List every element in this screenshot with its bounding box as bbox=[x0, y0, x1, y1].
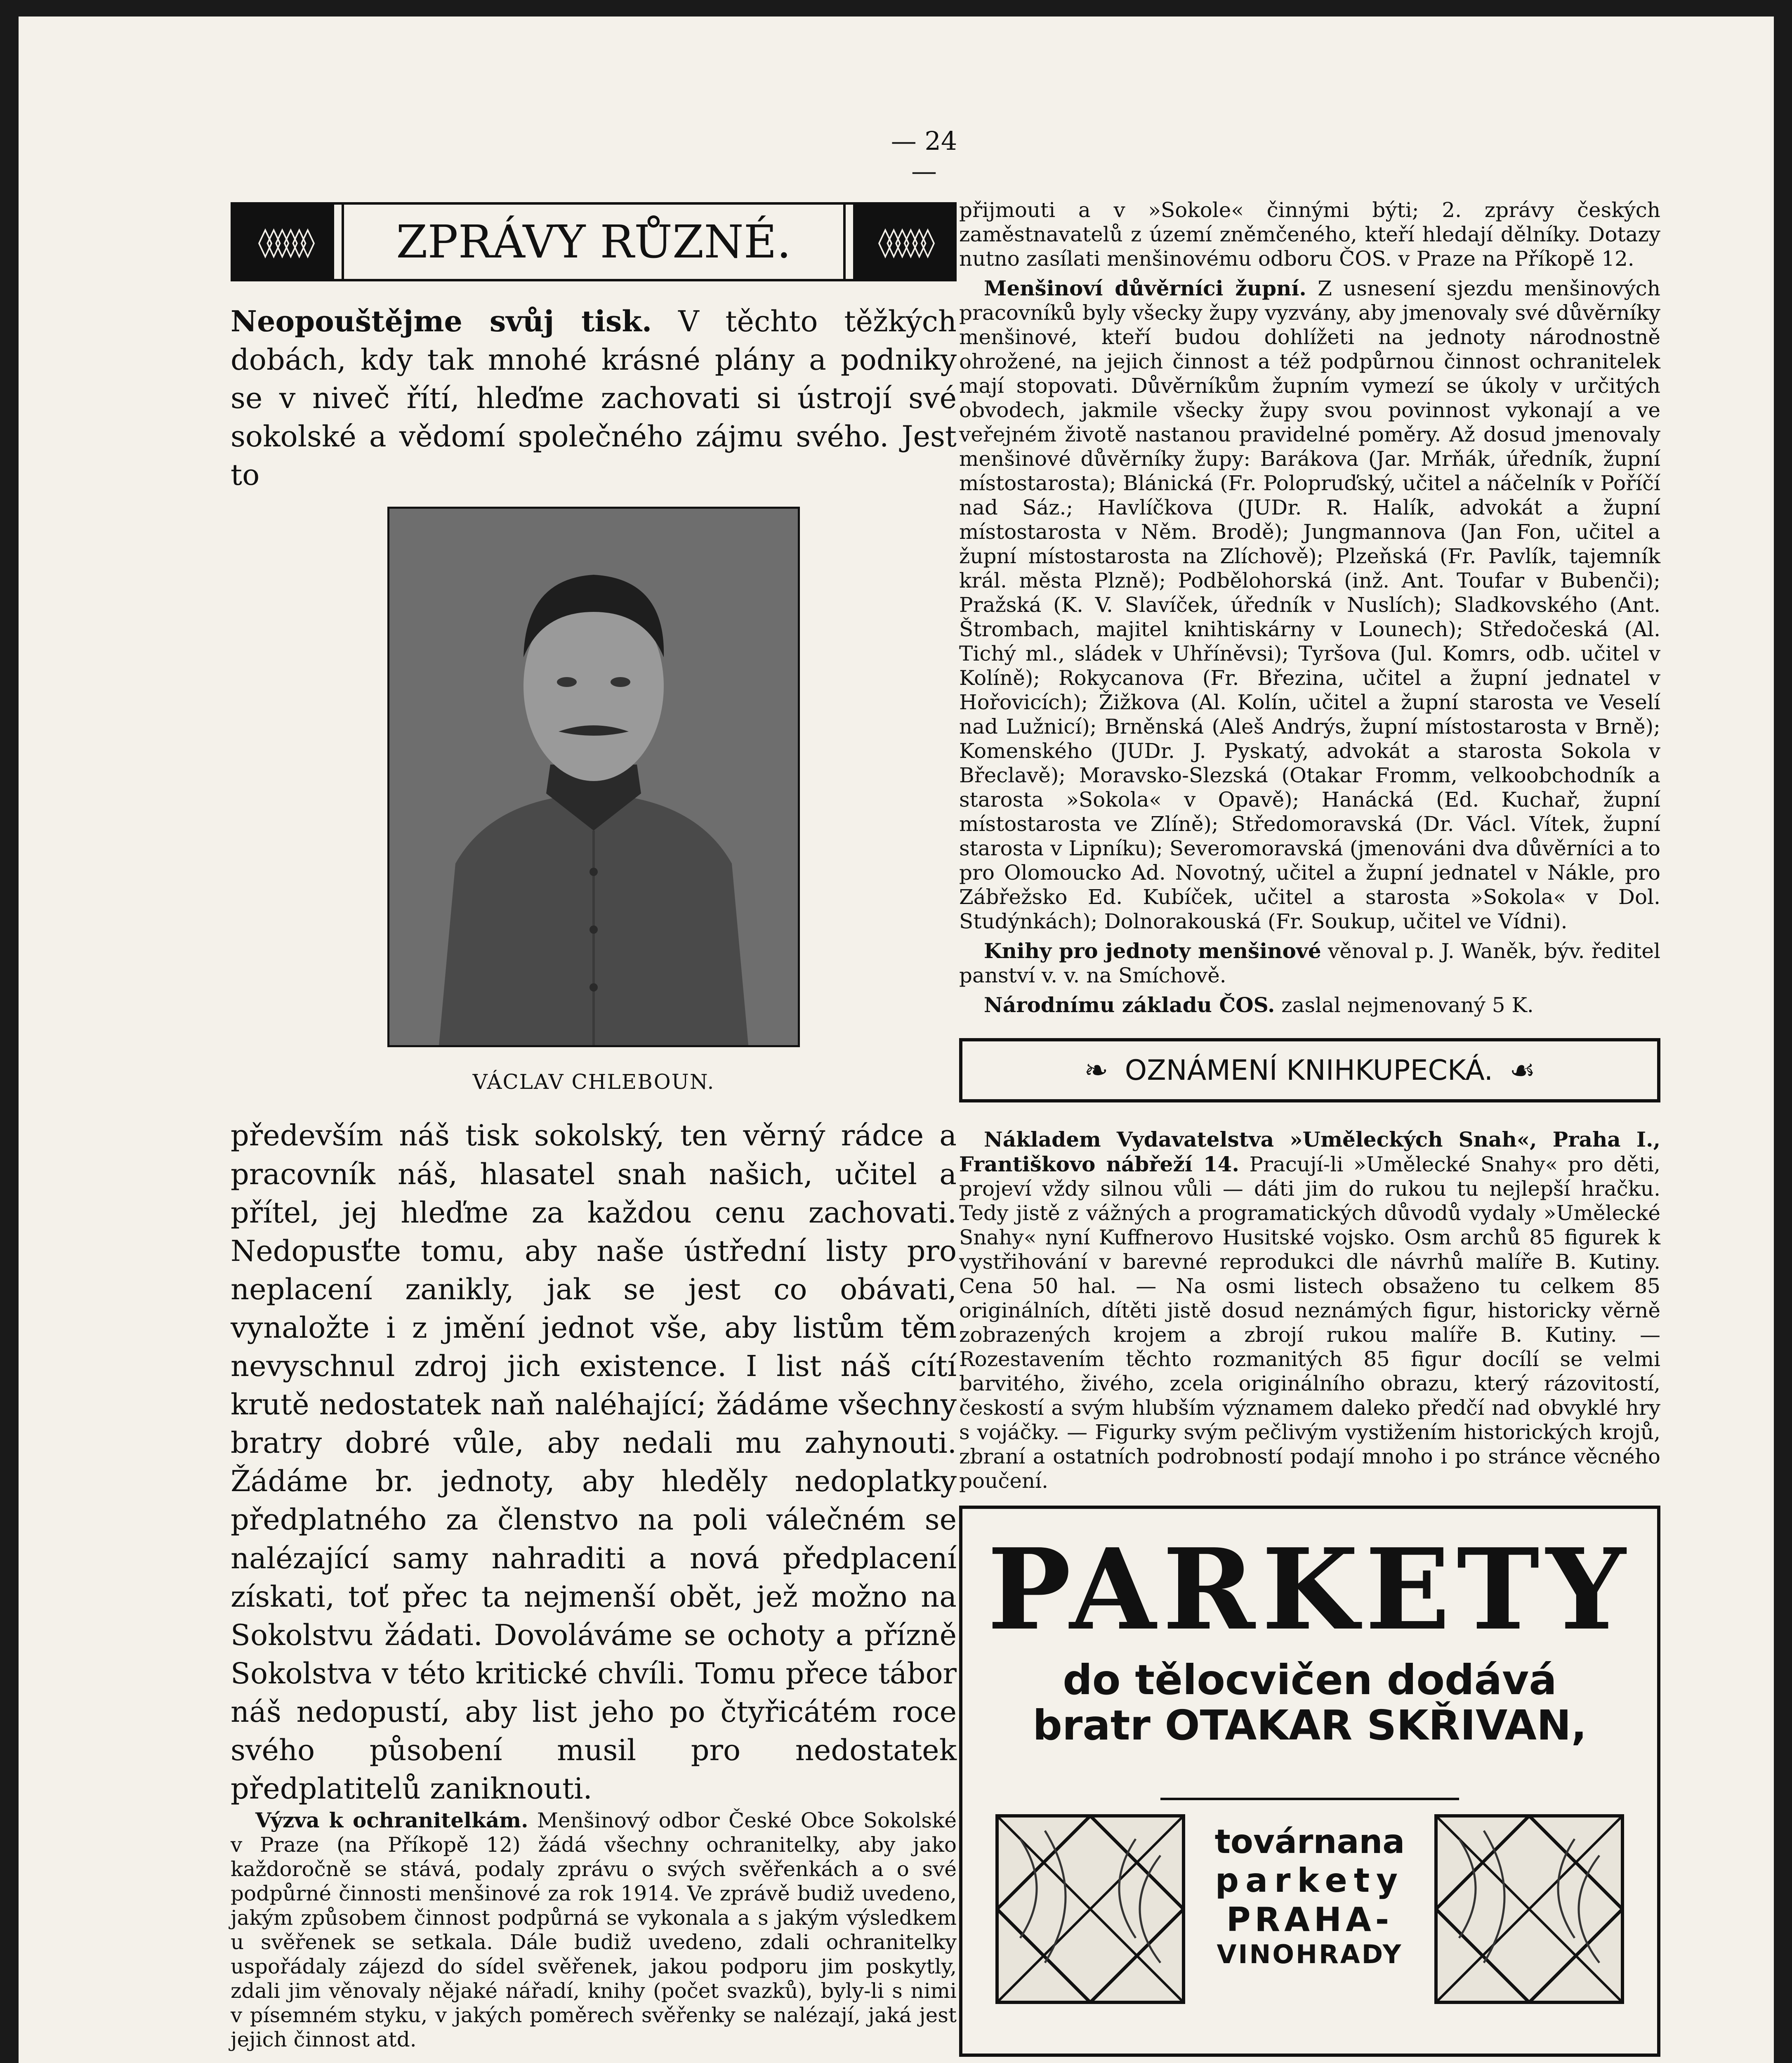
portrait-image bbox=[389, 509, 798, 1045]
fleuron-left-icon: ❧ bbox=[1084, 1053, 1108, 1087]
ad-line: továrnana bbox=[1214, 1822, 1405, 1861]
ornament-right: ◊◊◊◊◊◊ bbox=[853, 205, 954, 279]
paragraph-knihkupecke bbox=[959, 1127, 1660, 1493]
portrait-photo bbox=[387, 507, 800, 1047]
ad-line: parkety bbox=[1215, 1861, 1405, 1900]
paragraph-text: Pracují-li »Umělecké Snahy« pro děti, projeví vždy silnou vůli — dáti jim do rukou tu nejlepší hračku. Tedy jistě z vážných a programatických důvodů vydaly »Umělecké Snahy« nyní Kuffnerovo Husitské vojsko. Osm archů 85 figurek k vystřihování v barevné reprodukci dle návrhů malíře B. Kutiny. Cena 50 hal. — Na osmi listech obsaženo tu celkem 85 originálních, dítěti jistě dosud neznámých figur, historicky věrně zobrazených krojem a zbrojí rukou malíře B. Kutiny. — Rozestavením těchto rozmanitých 85 figur docílí se velmi barvitého, živého, zcela originálního obrazu, který rázovitostí, českostí a svým hlubším významem daleko předčí nad obvyklé hry s vojáčky. — Figurky svým pečlivým vystižením historických krojů, zbraní a ostatních podrobností podají mnoho i po stránce věcného poučení. bbox=[959, 1152, 1660, 1493]
ad-line: do tělocvičen dodává bbox=[1063, 1656, 1557, 1704]
paragraph-knihy bbox=[959, 939, 1660, 988]
announcement-title: OZNÁMENÍ KNIHKUPECKÁ. bbox=[1125, 1054, 1493, 1087]
right-column bbox=[959, 198, 1660, 2057]
ad-title: PARKETY bbox=[987, 1524, 1632, 1655]
photo-caption: VÁCLAV CHLEBOUN. bbox=[472, 1070, 715, 1094]
paragraph-lead: Národnímu základu ČOS. bbox=[984, 993, 1275, 1017]
ad-line: PRAHA- bbox=[1226, 1900, 1394, 1939]
paragraph-duvernici bbox=[959, 276, 1660, 934]
intro-paragraph bbox=[231, 302, 957, 494]
fleuron-right-icon: ☙ bbox=[1509, 1053, 1536, 1087]
parquet-tile-icon bbox=[995, 1814, 1185, 2004]
intro-lead: Neopouštějme svůj tisk. bbox=[231, 304, 652, 338]
left-column bbox=[231, 202, 957, 2063]
advertisement bbox=[959, 1506, 1660, 2057]
page bbox=[19, 17, 1774, 2063]
ornament-left: ◊◊◊◊◊◊ bbox=[233, 205, 334, 279]
ad-address bbox=[1185, 1822, 1434, 1969]
paragraph-narodni-zaklad bbox=[959, 993, 1660, 1017]
announcement-header bbox=[959, 1038, 1660, 1102]
section-header bbox=[231, 202, 957, 281]
paragraph-text: Menšinový odbor České Obce Sokolské v Praze (na Příkopě 12) žádá všechny ochranitelky, aby jako každoročně se stává, podaly zprávu o svých svěřenkách a o své podpůrné činnosti menšinové za rok 1914. Ve zprávě budiž uvedeno, jakým způsobem činnost podpůrná se vykonala a s jakým výsledkem u svěřenek se setkala. Dále budiž uvedeno, zdali ochranitelky uspořádaly zájezd do sídel svěřenek, jakou podporu jim poskytly, zdali jim věnovaly nějaké nářadí, knihy (počet svazků), byly-li s nimi v písemném styku, v jakých poměrech svěřenky se nalézají, jaká jest jejich činnost atd. bbox=[231, 1808, 957, 2052]
ad-line: VINOHRADY bbox=[1217, 1939, 1403, 1970]
portrait-figure bbox=[387, 507, 800, 1047]
paragraph-text: zaslal nejmenovaný 5 K. bbox=[1275, 993, 1534, 1017]
page-number: — 24 — bbox=[891, 126, 957, 186]
paragraph-text: Z usnesení sjezdu menšinových pracovníků byly všecky župy vyzvány, aby jmenovaly své důvěrníky menšinové, kteří budou dohlížeti na jednoty národnostně ohrožené, na jejich činnost a též podpůrnou činnost ochranitelek mají stopovati. Důvěrníkům župním vymezí se úkoly v určitých obvodech, jakmile všecky župy svou povinnost vykonají a ve veřejném životě nastanou pravidelné poměry. Až dosud jmenovaly menšinové důvěrníky župy: Barákova (Jar. Mrňák, úředník, župní místostarosta); Blánická (Fr. Polopruďský, učitel a náčelník v Poříčí nad Sáz.; Havlíčkova (JUDr. R. Halík, advokát a župní místostarosta v Něm. Brodě); Jungmannova (Jan Fon, učitel a župní místostarosta na Zlíchově); Plzeňská (Fr. Pavlík, tajemník král. města Plzně); Podbělohorská (inž. Ant. Toufar v Bubenči); Pražská (K. V. Slavíček, úředník v Nuslích); Sladkovského (Ant. Štrombach, majitel knihtiskárny v Lounech); Středočeská (Al. Tichý ml., sládek v Uhříněvsi); Tyršova (Jul. Komrs, odb. učitel v Kolíně); Rokycanova (Fr. Březina, učitel a župní jednatel v Hořovicích); Žižkova (Al. Kolín, učitel a župní starosta ve Veselí nad Lužnicí); Brněnská (Aleš Andrýs, župní místostarosta v Brně); Komenského (JUDr. J. Pyskatý, advokát a starosta Sokola v Břeclavě); Moravsko-Slezská (Otakar Fromm, velkoobchodník a starosta »Sokola« v Opavě); Hanácká (Ed. Kuchař, župní místostarosta ve Zlíně); Středomoravská (Dr. Václ. Vítek, župní starosta v Lipníku); Severomoravská (jmenováni dva důvěrníci a to pro Olomoucko Ad. Novotný, učitel a župní jednatel v Nákle, pro Zábřežsko Ed. Kubíček, učitel a starosta »Sokola« v Dol. Studýnkách); Dolnorakouská (Fr. Soukup, učitel ve Vídni). bbox=[959, 276, 1660, 933]
ad-line: bratr OTAKAR SKŘIVAN, bbox=[1033, 1701, 1587, 1749]
intro-text: V těchto těžkých dobách, kdy tak mnohé krásné plány a podniky se v niveč řítí, hleďme zachovati si ústrojí své sokolské a vědomí společného zájmu svého. Jest to bbox=[231, 304, 957, 492]
paragraph-continuation: přijmouti a v »Sokole« činnými býti; 2. zprávy českých zaměstnavatelů z území zněmčeného, kteří hledají dělníky. Dotazy nutno zasílati menšinovému odboru ČOS. v Praze na Příkopě 12. bbox=[959, 198, 1660, 271]
paragraph-lead: Nákladem Vydavatelstva »Uměleckých Snah«, Praha I., Františkovo nábřeží 14. bbox=[959, 1127, 1660, 1176]
ad-divider bbox=[1160, 1798, 1459, 1800]
section-title: ZPRÁVY RŮZNÉ. bbox=[342, 205, 846, 279]
paragraph-lead: Výzva k ochranitelkám. bbox=[255, 1808, 528, 1833]
main-paragraph: především náš tisk sokolský, ten věrný rádce a pracovník náš, hlasatel snah našich, učitel a přítel, jej hleďme za každou cenu zachovati. Nedopusťte tomu, aby naše ústřední listy pro neplacení zanikly, jak se jest co obávati, vynaložte i z jmění jednot vše, aby listům těm nevyschnul zdroj jich existence. I list náš cítí krutě nedostatek naň naléhající; žádáme všechny bratry dobré vůle, aby nedali mu zahynouti. Žádáme br. jednoty, aby hleděly nedoplatky předplatného za členstvo na poli válečném se nalézající samy nahraditi a nová předplacení získati, toť přec ta nejmenší obět, jež možno na Sokolstvu žádati. Dovoláváme se ochoty a přízně Sokolstva v této kritické chvíli. Tomu přece tábor náš nedopustí, aby list jeho po čtyřicátém roce svého působení musil pro nedostatek předplatitelů zaniknouti. bbox=[231, 1119, 957, 1806]
paragraph-ochranitelky bbox=[231, 1808, 957, 2052]
paragraph-text: věnoval p. J. Waněk, býv. ředitel panství v. v. na Smíchově. bbox=[959, 939, 1660, 987]
parquet-tile-icon bbox=[1434, 1814, 1624, 2004]
paragraph-lead: Knihy pro jednoty menšinové bbox=[984, 939, 1321, 963]
paragraph-lead: Menšinoví důvěrníci župní. bbox=[984, 276, 1306, 300]
